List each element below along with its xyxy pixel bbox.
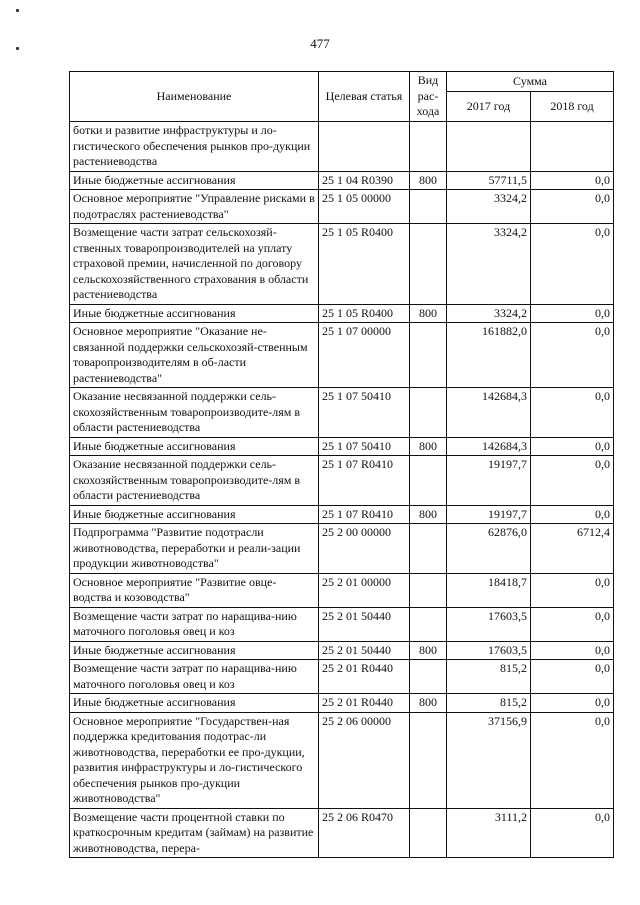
cell-expense-type xyxy=(410,122,447,172)
cell-name: Возмещение части затрат по наращива-нию маточного поголовья овец и коз xyxy=(70,660,319,694)
table-row xyxy=(70,660,614,694)
header-expense-type: Вид рас-хода xyxy=(410,72,447,122)
cell-sum-2017: 142684,3 xyxy=(447,437,531,456)
cell-target-article: 25 2 01 R0440 xyxy=(319,694,410,713)
cell-expense-type xyxy=(410,456,447,506)
cell-sum-2018: 0,0 xyxy=(531,456,614,506)
page-number: 477 xyxy=(310,36,330,51)
cell-sum-2017: 19197,7 xyxy=(447,456,531,506)
cell-sum-2018: 0,0 xyxy=(531,505,614,524)
cell-name: Основное мероприятие "Государствен-ная поддержка кредитования подотрас-ли животноводства, переработки ее про-дукции, развития инфраструктуры и ло-гистического обеспечения рынков про-дукции животноводства" xyxy=(70,712,319,808)
cell-sum-2017: 57711,5 xyxy=(447,171,531,190)
cell-target-article: 25 1 07 50410 xyxy=(319,388,410,438)
cell-expense-type: 800 xyxy=(410,641,447,660)
cell-expense-type: 800 xyxy=(410,694,447,713)
cell-expense-type xyxy=(410,808,447,858)
cell-name: Иные бюджетные ассигнования xyxy=(70,171,319,190)
cell-expense-type: 800 xyxy=(410,437,447,456)
cell-sum-2018: 0,0 xyxy=(531,808,614,858)
cell-sum-2017: 3111,2 xyxy=(447,808,531,858)
cell-target-article: 25 1 04 R0390 xyxy=(319,171,410,190)
cell-target-article: 25 2 01 00000 xyxy=(319,573,410,607)
table-row xyxy=(70,505,614,524)
cell-target-article: 25 1 05 R0400 xyxy=(319,224,410,305)
cell-sum-2018: 0,0 xyxy=(531,437,614,456)
cell-name: Возмещение части затрат сельскохозяй-ственных товаропроизводителей на уплату страховой премии, начисленной по договору сельскохозяйственного страхования в области растениеводства xyxy=(70,224,319,305)
cell-target-article xyxy=(319,122,410,172)
cell-target-article: 25 2 01 50440 xyxy=(319,607,410,641)
cell-expense-type xyxy=(410,607,447,641)
cell-name: Иные бюджетные ассигнования xyxy=(70,694,319,713)
cell-sum-2018: 0,0 xyxy=(531,171,614,190)
cell-sum-2018: 0,0 xyxy=(531,190,614,224)
cell-sum-2018: 6712,4 xyxy=(531,524,614,574)
cell-sum-2018: 0,0 xyxy=(531,694,614,713)
table-row xyxy=(70,524,614,574)
cell-name: Подпрограмма "Развитие подотрасли животноводства, переработки и реали-зации продукции животноводства" xyxy=(70,524,319,574)
cell-target-article: 25 1 07 R0410 xyxy=(319,456,410,506)
cell-name: Оказание несвязанной поддержки сель-скохозяйственным товаропроизводите-лям в области растениеводства xyxy=(70,388,319,438)
cell-expense-type xyxy=(410,573,447,607)
table-row xyxy=(70,607,614,641)
cell-sum-2017: 3324,2 xyxy=(447,224,531,305)
table-row xyxy=(70,437,614,456)
cell-target-article: 25 2 00 00000 xyxy=(319,524,410,574)
table-row xyxy=(70,388,614,438)
cell-name: Основное мероприятие "Управление рисками в подотраслях растениеводства" xyxy=(70,190,319,224)
cell-sum-2017: 161882,0 xyxy=(447,323,531,388)
cell-target-article: 25 1 07 50410 xyxy=(319,437,410,456)
cell-name: Основное мероприятие "Развитие овце-водства и козоводства" xyxy=(70,573,319,607)
cell-target-article: 25 1 07 00000 xyxy=(319,323,410,388)
table-row xyxy=(70,190,614,224)
cell-sum-2017 xyxy=(447,122,531,172)
cell-name: Оказание несвязанной поддержки сель-скохозяйственным товаропроизводите-лям в области растениеводства xyxy=(70,456,319,506)
cell-sum-2017: 3324,2 xyxy=(447,190,531,224)
table-row xyxy=(70,323,614,388)
cell-sum-2018 xyxy=(531,122,614,172)
table-row xyxy=(70,122,614,172)
cell-name: Иные бюджетные ассигнования xyxy=(70,505,319,524)
cell-expense-type xyxy=(410,388,447,438)
table-row xyxy=(70,224,614,305)
table-row xyxy=(70,641,614,660)
cell-sum-2018: 0,0 xyxy=(531,712,614,808)
cell-sum-2018: 0,0 xyxy=(531,607,614,641)
cell-sum-2017: 815,2 xyxy=(447,660,531,694)
table-row xyxy=(70,171,614,190)
table-body xyxy=(70,122,614,858)
cell-expense-type xyxy=(410,224,447,305)
cell-target-article: 25 1 05 R0400 xyxy=(319,304,410,323)
header-sum: Сумма xyxy=(447,72,614,92)
cell-sum-2018: 0,0 xyxy=(531,224,614,305)
cell-sum-2017: 17603,5 xyxy=(447,641,531,660)
cell-target-article: 25 2 06 R0470 xyxy=(319,808,410,858)
header-year-2017: 2017 год xyxy=(447,92,531,122)
cell-sum-2018: 0,0 xyxy=(531,388,614,438)
budget-table xyxy=(69,71,614,858)
table-header xyxy=(70,72,614,122)
cell-expense-type xyxy=(410,712,447,808)
cell-name: Возмещение части процентной ставки по краткосрочным кредитам (займам) на развитие животноводства, перера- xyxy=(70,808,319,858)
cell-target-article: 25 1 05 00000 xyxy=(319,190,410,224)
cell-target-article: 25 2 06 00000 xyxy=(319,712,410,808)
cell-expense-type xyxy=(410,524,447,574)
table-row xyxy=(70,304,614,323)
cell-sum-2017: 18418,7 xyxy=(447,573,531,607)
cell-expense-type: 800 xyxy=(410,505,447,524)
header-name: Наименование xyxy=(70,72,319,122)
cell-sum-2018: 0,0 xyxy=(531,573,614,607)
cell-name: Основное мероприятие "Оказание не-связанной поддержки сельскохозяй-ственным товаропроизводителям в об-ласти растениеводства" xyxy=(70,323,319,388)
cell-name: Иные бюджетные ассигнования xyxy=(70,304,319,323)
cell-sum-2017: 62876,0 xyxy=(447,524,531,574)
cell-sum-2017: 3324,2 xyxy=(447,304,531,323)
table-row xyxy=(70,573,614,607)
cell-target-article: 25 2 01 R0440 xyxy=(319,660,410,694)
cell-sum-2017: 19197,7 xyxy=(447,505,531,524)
cell-sum-2017: 17603,5 xyxy=(447,607,531,641)
cell-name: Иные бюджетные ассигнования xyxy=(70,641,319,660)
cell-expense-type xyxy=(410,190,447,224)
table-row xyxy=(70,694,614,713)
cell-target-article: 25 2 01 50440 xyxy=(319,641,410,660)
cell-sum-2017: 142684,3 xyxy=(447,388,531,438)
cell-expense-type: 800 xyxy=(410,171,447,190)
cell-name: Возмещение части затрат по наращива-нию маточного поголовья овец и коз xyxy=(70,607,319,641)
table-row xyxy=(70,712,614,808)
cell-sum-2017: 37156,9 xyxy=(447,712,531,808)
cell-target-article: 25 1 07 R0410 xyxy=(319,505,410,524)
cell-name: Иные бюджетные ассигнования xyxy=(70,437,319,456)
cell-expense-type xyxy=(410,323,447,388)
cell-sum-2018: 0,0 xyxy=(531,304,614,323)
cell-sum-2018: 0,0 xyxy=(531,641,614,660)
scan-speck xyxy=(16,9,19,12)
cell-sum-2017: 815,2 xyxy=(447,694,531,713)
cell-sum-2018: 0,0 xyxy=(531,660,614,694)
header-year-2018: 2018 год xyxy=(531,92,614,122)
table-row xyxy=(70,456,614,506)
header-target-article: Целевая статья xyxy=(319,72,410,122)
cell-expense-type xyxy=(410,660,447,694)
cell-expense-type: 800 xyxy=(410,304,447,323)
cell-sum-2018: 0,0 xyxy=(531,323,614,388)
table-row xyxy=(70,808,614,858)
cell-name: ботки и развитие инфраструктуры и ло-гистического обеспечения рынков про-дукции растениеводства xyxy=(70,122,319,172)
